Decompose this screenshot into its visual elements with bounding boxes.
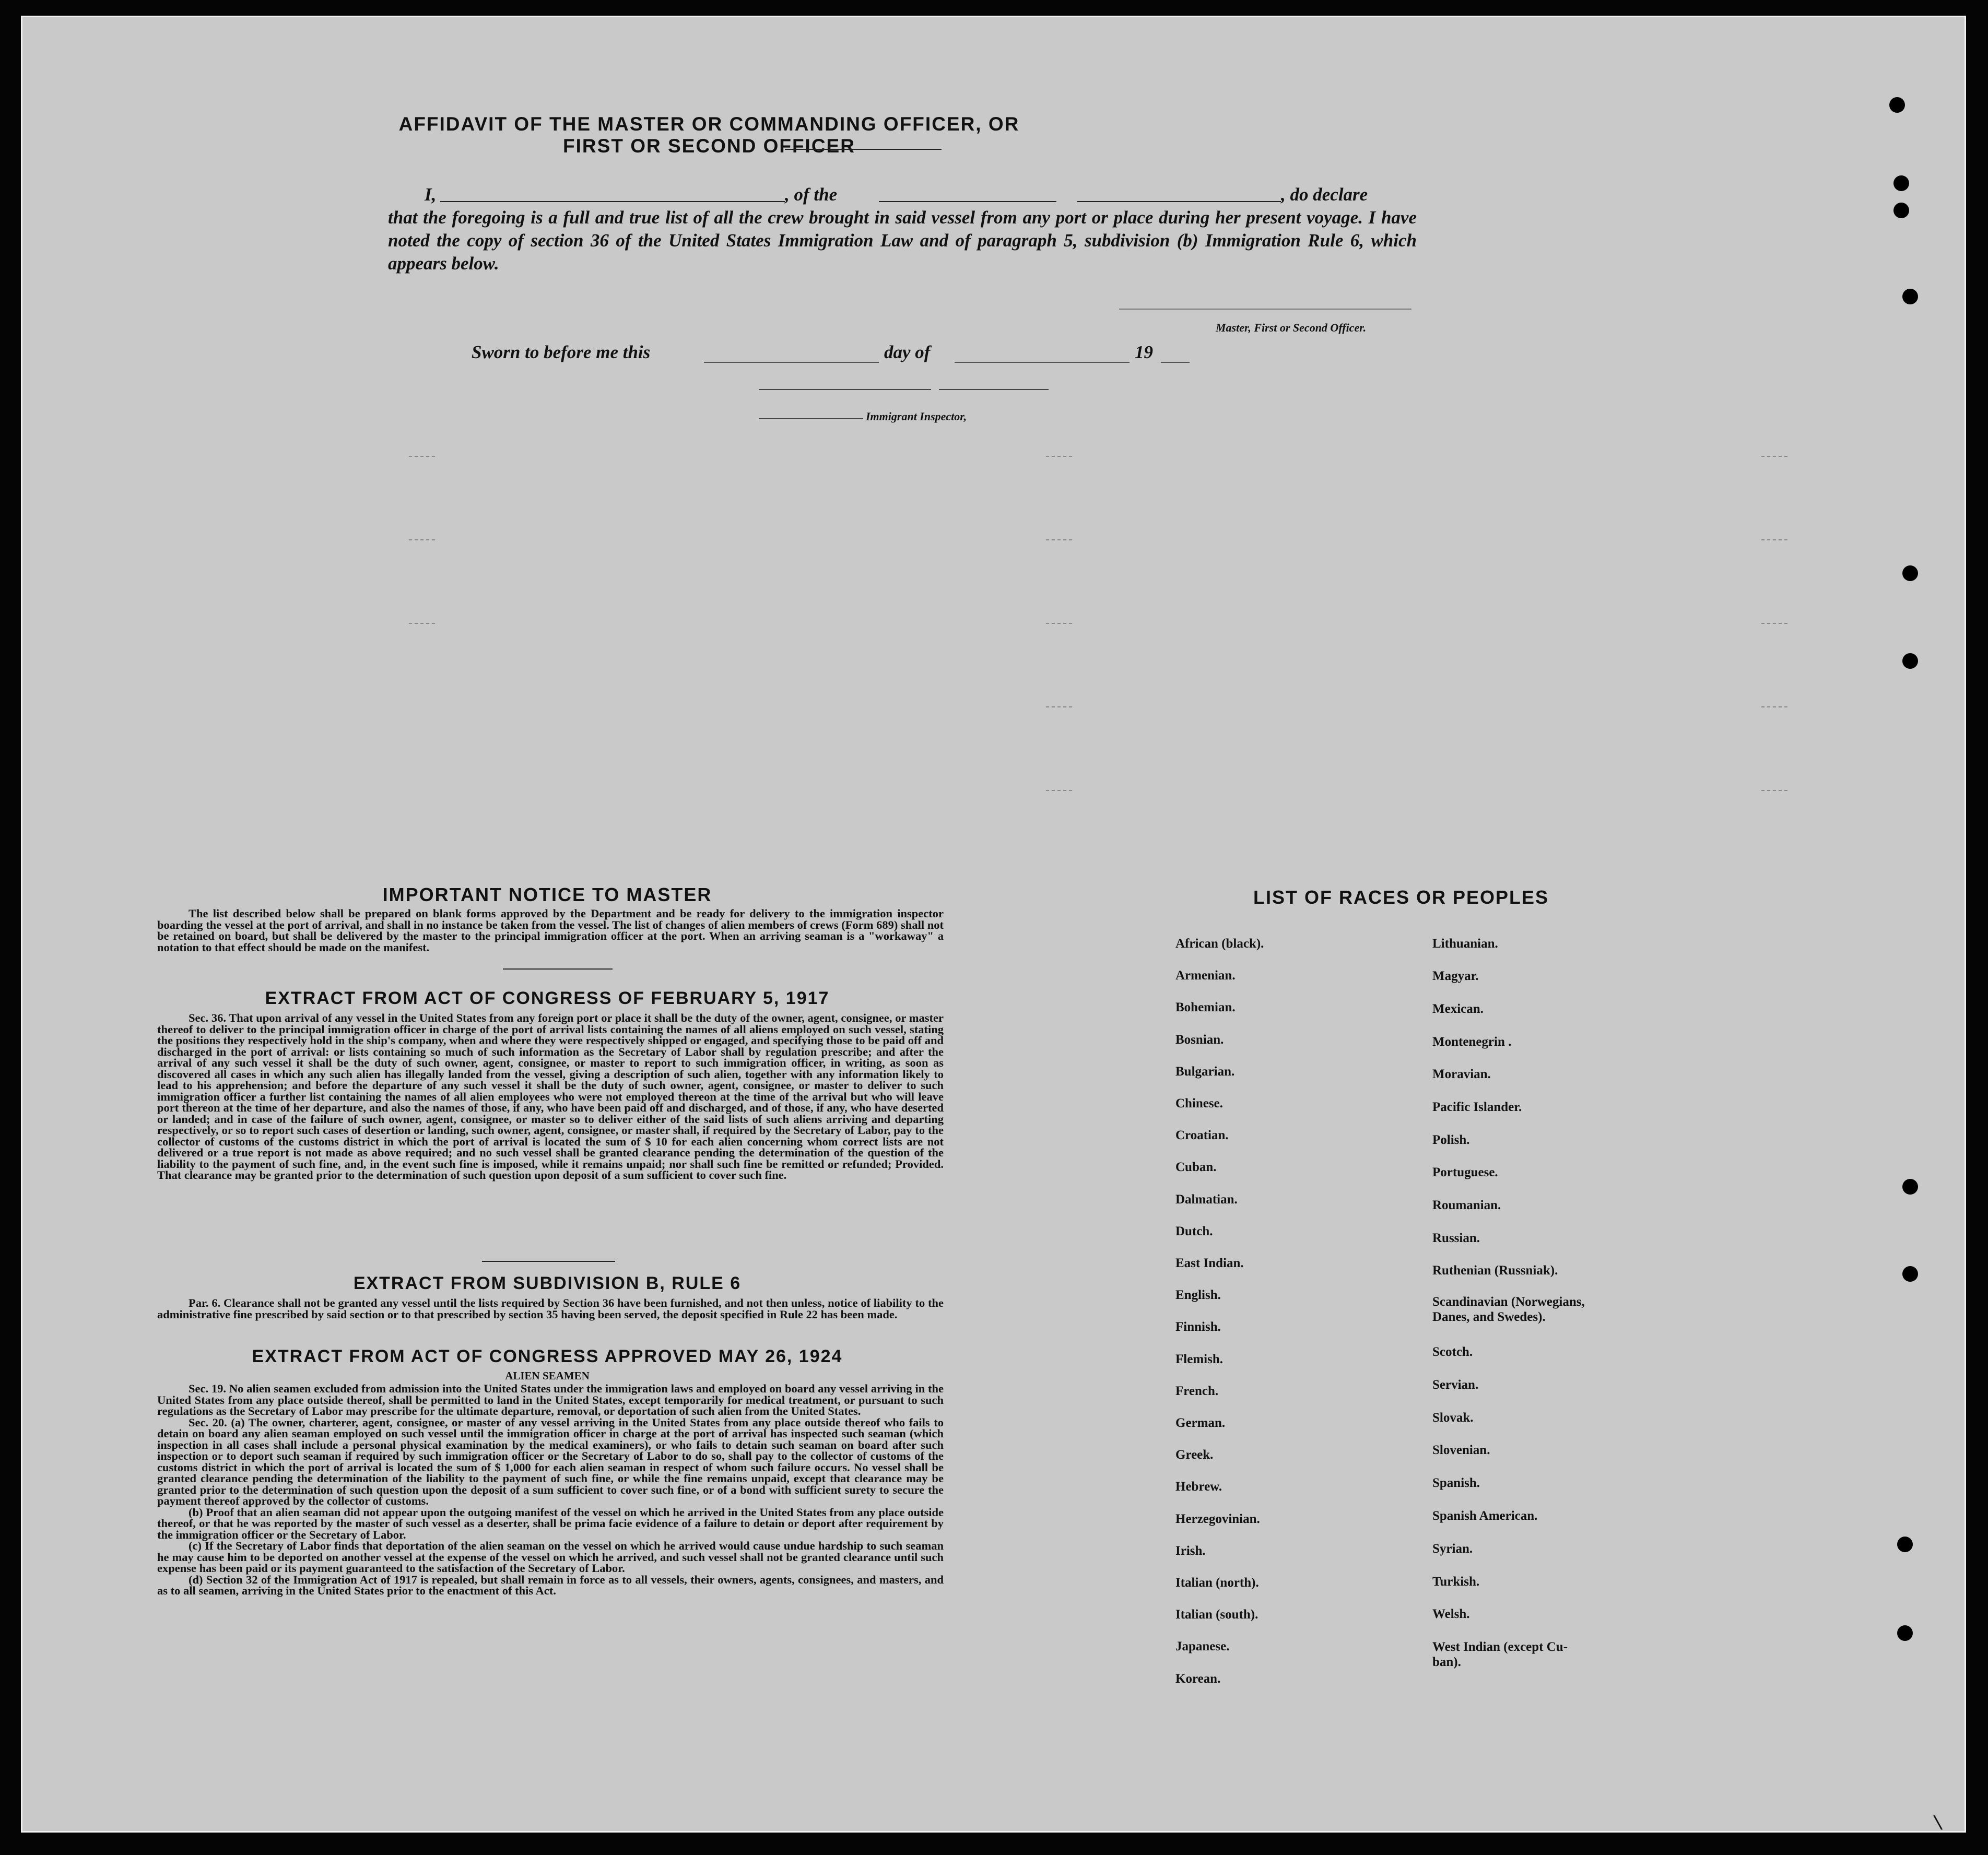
race-item: Cuban. xyxy=(1175,1160,1217,1175)
corner-mark: \ xyxy=(1932,1809,1944,1836)
race-item: Portuguese. xyxy=(1432,1165,1498,1179)
sec-20d-paragraph: (d) Section 32 of the Immigration Act of 1917 is repealed, but shall remain in force as to all vessels, their owners, agents, consignees, and masters, and as to all seamen, arriving in the United States prior to the enactment of this Act. xyxy=(157,1573,944,1597)
race-item: West Indian (except Cu- ban). xyxy=(1432,1640,1568,1669)
sworn-month-blank[interactable] xyxy=(955,362,1130,363)
affidavit-i: I, xyxy=(425,184,437,205)
race-item: Spanish American. xyxy=(1432,1509,1538,1523)
name-blank[interactable] xyxy=(440,201,785,202)
extract-1917-title: EXTRACT FROM ACT OF CONGRESS OF FEBRUARY 5, 1917 xyxy=(265,988,830,1008)
document-page xyxy=(21,16,1966,1836)
punch-hole xyxy=(1897,1625,1913,1641)
race-item: Flemish. xyxy=(1175,1352,1223,1366)
race-item: German. xyxy=(1175,1416,1226,1430)
race-item: Japanese. xyxy=(1175,1639,1230,1654)
race-item: Slovenian. xyxy=(1432,1443,1490,1457)
sec-19-paragraph: Sec. 19. No alien seamen excluded from admission into the United States under the immigration laws and employed on board any vessel arriving in the United States from any place outside thereof, shall be permitted to land in the United States, except temporarily for medical treatment, or pursuant to such regulations as the Secretary of Labor may prescribe for the ultimate departure, removal, or deportation of such alien from the United States. xyxy=(157,1382,944,1417)
vessel-blank-1[interactable] xyxy=(879,201,1056,202)
extract-1917-divider xyxy=(482,1261,615,1262)
inspector-label: Immigrant Inspector, xyxy=(866,410,967,423)
affidavit-of-the: , of the xyxy=(785,184,838,205)
race-item: Italian (south). xyxy=(1175,1608,1258,1622)
race-item: Servian. xyxy=(1432,1378,1479,1392)
race-item: Ruthenian (Russniak). xyxy=(1432,1263,1558,1278)
race-item: Roumanian. xyxy=(1432,1198,1501,1212)
race-item: Scandinavian (Norwegians, Danes, and Swedes). xyxy=(1432,1295,1585,1324)
inspector-line-3[interactable] xyxy=(759,418,863,419)
affidavit-do-declare: , do declare xyxy=(1281,184,1368,205)
punch-hole xyxy=(1893,175,1909,191)
master-signature-line[interactable] xyxy=(1119,309,1411,310)
notice-divider xyxy=(503,968,613,970)
alien-seamen-subtitle: ALIEN SEAMEN xyxy=(505,1369,590,1382)
sec-36-paragraph: Sec. 36. That upon arrival of any vessel in the United States from any foreign port or place it shall be the duty of the owner, agent, consignee, or master thereof to deliver to the principal immigration officer in charge of the port of arrival lists containing the names of all aliens employed on such vessel, stating the positions they respectively hold in the ship's company, when and where they were respectively shipped or engaged, and specifying those to be paid off and discharged in the port of arrival: or lists containing so much of such information as the Secretary of Labor shall by regulation prescribe; and after the arrival of any such vessel it shall be the duty of such owner, agent, consignee, or master to report to such immigration officer, in writing, as soon as discovered all cases in which any such alien has illegally landed from the vessel, giving a description of such alien, together with any information likely to lead to his apprehension; and before the departure of any such vessel it shall be the duty of such owner, agent, consignee, or master to deliver to such immigration officer a further list containing the names of all alien employees who were not employed thereon at the time of the arrival but who will leave port thereon at the time of her departure, and also the names of those, if any, who have been paid off and discharged, and of those, if any, who have deserted or landed; and in case of the failure of such owner, agent, consignee, or master so to deliver either of the said lists of such aliens arriving and departing respectively, or so to report such cases of desertion or landing, such owner, agent, consignee, or master shall, if required by the Secretary of Labor, pay to the collector of customs of the customs district in which the port of arrival is located the sum of $ 10 for each alien concerning whom correct lists are not delivered or a true report is not made as above required; and no such vessel shall be granted clearance pending the determination of the question of the liability to the payment of such fine, and, in the event such fine is imposed, while it remains unpaid; nor shall such fine be remitted or refunded; Provided. That clearance may be granted prior to the determination of such question upon deposit of a sum sufficient to cover such fine. xyxy=(157,1011,944,1181)
inspector-line-1[interactable] xyxy=(759,389,931,390)
race-item: Pacific Islander. xyxy=(1432,1100,1522,1114)
sworn-text: Sworn to before me this xyxy=(472,342,651,362)
race-item: Dalmatian. xyxy=(1175,1192,1238,1207)
faint-dash xyxy=(1046,706,1072,707)
punch-hole xyxy=(1902,1266,1918,1282)
faint-dash xyxy=(1761,623,1787,624)
race-item: Armenian. xyxy=(1175,968,1236,983)
race-item: Irish. xyxy=(1175,1543,1206,1558)
punch-hole xyxy=(1897,1537,1913,1552)
race-item: Spanish. xyxy=(1432,1476,1480,1490)
sec-20c-paragraph: (c) If the Secretary of Labor finds that deportation of the alien seaman on the vessel on which he arrived would cause undue hardship to such seaman he may cause him to be deported on another vessel at the expense of the vessel on which he arrived, and such vessel shall not be granted clearance until such expense has been paid or its payment guaranteed to the satisfaction of the Secretary of Labor. xyxy=(157,1539,944,1575)
faint-dash xyxy=(1046,623,1072,624)
race-item: French. xyxy=(1175,1384,1219,1398)
day-of-text: day of xyxy=(884,342,931,362)
notice-title: IMPORTANT NOTICE TO MASTER xyxy=(382,884,712,905)
faint-dash xyxy=(1761,706,1787,707)
faint-dash xyxy=(409,456,435,457)
race-item: Bohemian. xyxy=(1175,1000,1236,1015)
punch-hole xyxy=(1902,653,1918,669)
race-item: Lithuanian. xyxy=(1432,937,1498,951)
punch-hole xyxy=(1902,565,1918,581)
race-item: Chinese. xyxy=(1175,1096,1223,1110)
faint-dash xyxy=(1046,456,1072,457)
master-signature-label: Master, First or Second Officer. xyxy=(1216,321,1367,334)
race-item: Bulgarian. xyxy=(1175,1064,1235,1079)
race-item: Korean. xyxy=(1175,1671,1221,1686)
race-item: English. xyxy=(1175,1288,1221,1303)
race-item: Finnish. xyxy=(1175,1320,1221,1334)
race-item: Welsh. xyxy=(1432,1607,1470,1621)
races-title: LIST OF RACES OR PEOPLES xyxy=(1253,887,1549,908)
title-underline xyxy=(785,149,942,150)
punch-hole xyxy=(1902,289,1918,304)
faint-dash xyxy=(1761,790,1787,791)
faint-dash xyxy=(409,539,435,540)
race-item: Dutch. xyxy=(1175,1224,1213,1238)
race-item: African (black). xyxy=(1175,937,1264,951)
race-item: East Indian. xyxy=(1175,1256,1244,1270)
race-item: Polish. xyxy=(1432,1133,1470,1147)
race-item: Syrian. xyxy=(1432,1542,1473,1556)
notice-paragraph: The list described below shall be prepared on blank forms approved by the Department and be ready for delivery to the immigration inspector boarding the vessel at the port of arrival, and shall in no instance be taken from the vessel. The list of changes of alien members of crews (Form 689) shall not be retained on board, but shall be delivered by the master to the principal immigration officer at the port. When an arriving seaman is a "workaway" a notation to that effect should be made on the manifest. xyxy=(157,907,944,954)
vessel-blank-2[interactable] xyxy=(1077,201,1281,202)
punch-hole xyxy=(1889,97,1905,113)
sec-20b-paragraph: (b) Proof that an alien seaman did not appear upon the outgoing manifest of the vessel on which he arrived in the United States from any place outside thereof, or that he was reported by the master of such vessel as a deserter, shall be prima facie evidence of a failure to detain or deport after requirement by the immigration officer or the Secretary of Labor. xyxy=(157,1505,944,1541)
race-item: Croatian. xyxy=(1175,1128,1229,1143)
race-item: Montenegrin . xyxy=(1432,1035,1512,1049)
inspector-line-2[interactable] xyxy=(939,389,1049,390)
faint-dash xyxy=(1046,790,1072,791)
extract-1924-text xyxy=(157,1383,944,1597)
extract-1924-title: EXTRACT FROM ACT OF CONGRESS APPROVED MAY 26, 1924 xyxy=(252,1346,843,1366)
race-item: Herzegovinian. xyxy=(1175,1511,1260,1526)
race-item: Bosnian. xyxy=(1175,1032,1224,1047)
extract-1917-text xyxy=(157,1012,944,1181)
race-item: Magyar. xyxy=(1432,969,1479,983)
faint-dash xyxy=(409,623,435,624)
race-item: Slovak. xyxy=(1432,1411,1474,1425)
extract-rule6-text xyxy=(157,1297,944,1320)
faint-dash xyxy=(1761,456,1787,457)
sec-20a-paragraph: Sec. 20. (a) The owner, charterer, agent, consignee, or master of any vessel arriving in the United States from any place outside thereof who fails to detain on board any alien seaman employed on such vessel until the immigration officer in charge at the port of arrival has inspected such seaman (which inspection in all cases shall include a personal physical examination by the medical examiners), or who fails to detain such seaman on board after such inspection or to deport such seaman if required by such immigration officer or the Secretary of Labor to do so, shall pay to the collector of customs of the customs district in which the port of arrival is located the sum of $ 1,000 for each alien seaman in respect of whom such failure occurs. No vessel shall be granted clearance pending the determination of the liability to the payment of such fine, or while the fine remains unpaid, except that clearance may be granted prior to the determination of such question upon the deposit of a sum sufficient to cover such fine, or of a bond with sufficient surety to secure the payment thereof approved by the collector of customs. xyxy=(157,1415,944,1507)
race-item: Moravian. xyxy=(1432,1067,1491,1081)
faint-dash xyxy=(1761,539,1787,540)
punch-hole xyxy=(1902,1179,1918,1195)
notice-text xyxy=(157,908,944,953)
par-6-paragraph: Par. 6. Clearance shall not be granted any vessel until the lists required by Section 36 have been furnished, and not then unless, notice of liability to the administrative fine prescribed by said section or to that prescribed by section 35 having been served, the deposit specified in Rule 22 has been made. xyxy=(157,1296,944,1321)
race-item: Turkish. xyxy=(1432,1575,1480,1589)
race-item: Russian. xyxy=(1432,1231,1480,1245)
race-item: Mexican. xyxy=(1432,1002,1484,1016)
punch-hole xyxy=(1893,203,1909,218)
race-item: Hebrew. xyxy=(1175,1480,1222,1494)
faint-dash xyxy=(1046,539,1072,540)
affidavit-body: that the foregoing is a full and true list of all the crew brought in said vessel from any port or place during her present voyage. I have noted the copy of section 36 of the United States Immigration Law and of paragraph 5, subdivision (b) Immigration Rule 6, which appears below. xyxy=(388,207,1417,274)
sworn-year-blank[interactable] xyxy=(1161,362,1190,363)
race-item: Italian (north). xyxy=(1175,1576,1259,1590)
race-item: Scotch. xyxy=(1432,1345,1473,1359)
race-item: Greek. xyxy=(1175,1448,1214,1462)
extract-rule6-title: EXTRACT FROM SUBDIVISION B, RULE 6 xyxy=(353,1273,742,1293)
affidavit-title: AFFIDAVIT OF THE MASTER OR COMMANDING OFFICER, OR FIRST OR SECOND OFFICER xyxy=(398,113,1020,157)
year-text: 19 xyxy=(1135,342,1153,362)
sworn-day-blank[interactable] xyxy=(704,362,879,363)
